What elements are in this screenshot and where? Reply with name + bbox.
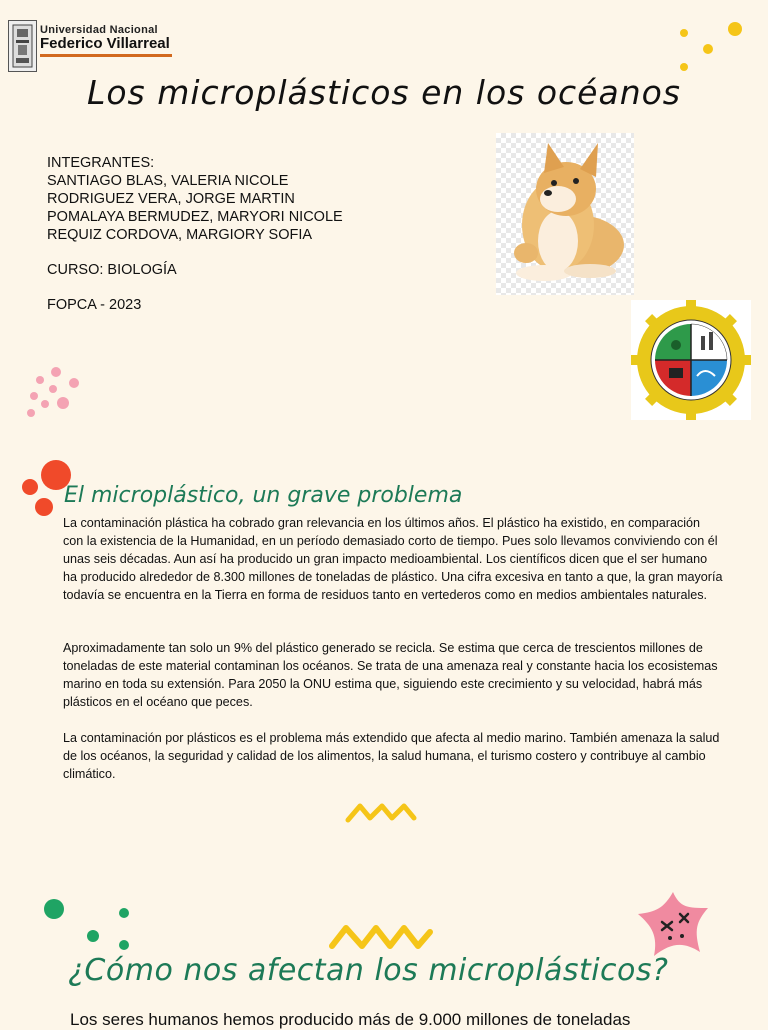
yellow-zigzag-decoration (326, 918, 438, 958)
green-dots-decoration (38, 895, 138, 955)
course-label: CURSO: BIOLOGÍA (47, 262, 177, 278)
logo-underline (40, 54, 172, 57)
members-block (47, 154, 343, 244)
school-emblem (631, 300, 751, 420)
university-name-line2: Federico Villarreal (40, 35, 170, 52)
member-name: REQUIZ CORDOVA, MARGIORY SOFIA (47, 227, 313, 243)
shiba-dog-image (496, 133, 634, 295)
member-name: POMALAYA BERMUDEZ, MARYORI NICOLE (47, 209, 343, 225)
yellow-dots-decoration (670, 15, 750, 75)
paragraph: Los seres humanos hemos producido más de 9.000 millones de toneladas (70, 1010, 631, 1029)
university-logo (8, 20, 188, 72)
pink-dots-decoration (22, 365, 82, 420)
paragraph: La contaminación por plásticos es el problema más extendido que afecta al medio marino. También amenaza la salud de los océanos, la seguridad y calidad de los alimentos, la salud humana, el turismo costero y contribuye al cambio climático. (63, 731, 720, 781)
university-name-line1: Universidad Nacional (40, 24, 158, 36)
section-heading-effects: ¿Cómo nos afectan los microplásticos? (68, 953, 669, 988)
group-label: FOPCA - 2023 (47, 297, 142, 313)
section-heading-problem: El microplástico, un grave problema (64, 483, 463, 508)
yellow-zigzag-decoration (342, 798, 422, 828)
member-name: RODRIGUEZ VERA, JORGE MARTIN (47, 191, 295, 207)
member-name: SANTIAGO BLAS, VALERIA NICOLE (47, 173, 289, 189)
members-label: INTEGRANTES: (47, 155, 155, 171)
paragraph: La contaminación plástica ha cobrado gran relevancia en los últimos años. El plástico ha existido, en comparación con la existencia de la Humanidad, en un período demasiado corto de tiempo. Pues solo llevamos conviviendo con él unas seis décadas. Aun así ha producido un gran impacto medioambiental. Los científicos dicen que el ser humano ha producido alrededor de 8.300 millones de toneladas de plástico. Una cifra excesiva en tanto a que, la gran mayoría todavía se encuentra en la Tierra en forma de residuos tanto en vertederos como en medios ambientales naturales. (63, 516, 723, 602)
page-title: Los microplásticos en los océanos (86, 73, 682, 112)
university-crest-icon (8, 20, 37, 72)
paragraph: Aproximadamente tan solo un 9% del plástico generado se recicla. Se estima que cerca de trescientos millones de toneladas de este material contaminan los océanos. Se trata de una amenaza real y constante hacia los ecosistemas marino en toda su extensión. Para 2050 la ONU estima que, siguiendo este crecimiento y su velocidad, habrá más plásticos en el océano que peces. (63, 641, 718, 709)
